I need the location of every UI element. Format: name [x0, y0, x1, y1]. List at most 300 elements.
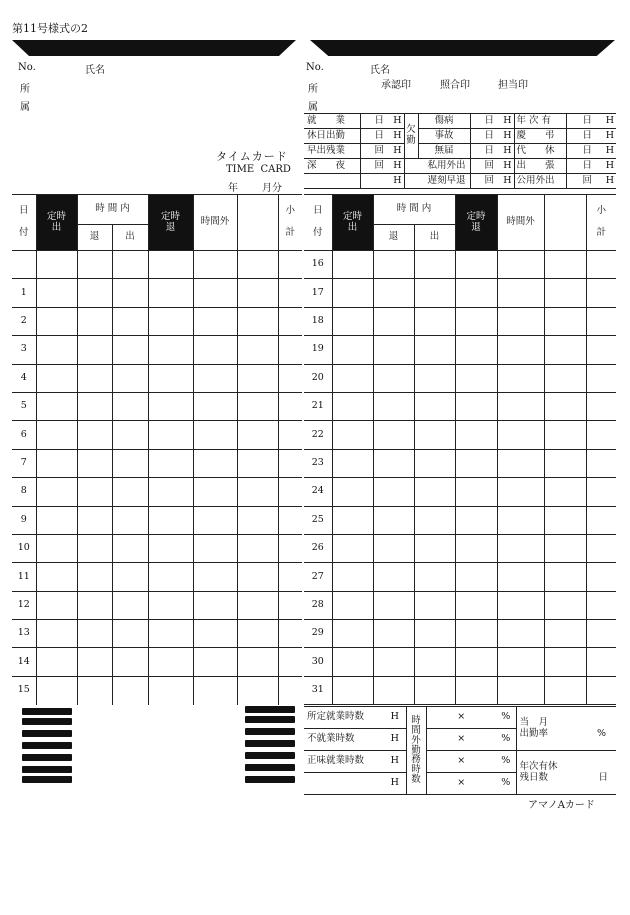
right-dept-label-1: 所 [308, 84, 318, 95]
day-cell: 20 [304, 364, 332, 392]
entry-cell[interactable] [148, 251, 193, 279]
entry-cell[interactable] [193, 392, 237, 420]
entry-cell[interactable] [148, 563, 193, 591]
entry-cell[interactable] [193, 591, 237, 619]
entry-cell[interactable] [332, 279, 373, 307]
right-header-band [310, 40, 615, 56]
table-row [304, 648, 616, 676]
entry-cell[interactable] [455, 449, 497, 477]
entry-cell[interactable] [193, 620, 237, 648]
annual-leave-label: 年次有休 [519, 760, 558, 772]
entry-cell[interactable] [112, 620, 148, 648]
entry-cell[interactable] [544, 563, 586, 591]
day-cell: 24 [304, 478, 332, 506]
day-cell: 8 [12, 478, 36, 506]
entry-cell[interactable] [148, 336, 193, 364]
table-row [304, 591, 616, 619]
entry-cell[interactable] [455, 648, 497, 676]
entry-cell[interactable] [77, 449, 112, 477]
entry-cell[interactable] [77, 251, 112, 279]
entry-cell[interactable] [497, 506, 544, 534]
entry-cell[interactable] [278, 563, 302, 591]
entry-cell[interactable] [193, 421, 237, 449]
table-row [304, 534, 616, 562]
entry-cell[interactable] [544, 506, 586, 534]
entry-cell[interactable] [332, 648, 373, 676]
attendance-rate-pct: % [596, 727, 606, 739]
entry-cell[interactable] [112, 336, 148, 364]
brand-label: アマノAカード [528, 800, 595, 811]
entry-cell[interactable] [193, 506, 237, 534]
entry-cell[interactable] [455, 676, 497, 704]
footer-unit: H [384, 751, 406, 773]
entry-cell[interactable] [497, 279, 544, 307]
day-cell: 7 [12, 449, 36, 477]
entry-cell[interactable] [278, 279, 302, 307]
entry-cell[interactable] [414, 251, 455, 279]
entry-cell[interactable] [77, 591, 112, 619]
entry-cell[interactable] [237, 506, 278, 534]
entry-cell[interactable] [278, 336, 302, 364]
entry-cell[interactable] [237, 620, 278, 648]
entry-cell[interactable] [148, 534, 193, 562]
entry-cell[interactable] [373, 506, 414, 534]
footer-multiplier: × [426, 707, 496, 729]
day-cell: 5 [12, 392, 36, 420]
entry-cell[interactable] [237, 251, 278, 279]
entry-cell[interactable] [455, 364, 497, 392]
entry-cell[interactable] [544, 676, 586, 704]
entry-cell[interactable] [414, 421, 455, 449]
right-time-table [304, 194, 616, 705]
entry-cell[interactable] [148, 392, 193, 420]
summary-unit: H [592, 174, 616, 189]
entry-cell[interactable] [414, 506, 455, 534]
entry-cell[interactable] [112, 279, 148, 307]
entry-cell[interactable] [237, 307, 278, 335]
entry-cell[interactable] [148, 421, 193, 449]
footer-multiplier: × [426, 751, 496, 773]
entry-cell[interactable] [455, 534, 497, 562]
entry-cell[interactable] [237, 563, 278, 591]
table-row [304, 478, 616, 506]
summary-label: 深 夜 [304, 159, 360, 174]
summary-unit: H [592, 114, 616, 129]
entry-cell[interactable] [278, 251, 302, 279]
entry-cell[interactable] [36, 421, 77, 449]
entry-cell[interactable] [193, 563, 237, 591]
entry-cell[interactable] [36, 591, 77, 619]
entry-cell[interactable] [148, 449, 193, 477]
right-dept-label-2: 属 [308, 102, 318, 113]
staff-stamp-label: 担当印 [498, 80, 528, 91]
entry-cell[interactable] [544, 534, 586, 562]
entry-cell[interactable] [193, 449, 237, 477]
footer-percent: % [496, 773, 516, 795]
entry-cell[interactable] [112, 534, 148, 562]
table-row [304, 336, 616, 364]
entry-cell[interactable] [373, 676, 414, 704]
entry-cell[interactable] [112, 364, 148, 392]
summary-label: 無届 [418, 144, 470, 159]
entry-cell[interactable] [237, 421, 278, 449]
entry-cell[interactable] [148, 364, 193, 392]
entry-cell[interactable] [237, 279, 278, 307]
entry-cell[interactable] [278, 534, 302, 562]
entry-cell[interactable] [586, 336, 616, 364]
entry-cell[interactable] [193, 279, 237, 307]
entry-cell[interactable] [414, 336, 455, 364]
entry-cell[interactable] [544, 251, 586, 279]
out-header: 出 [112, 225, 148, 251]
entry-cell[interactable] [193, 307, 237, 335]
entry-cell[interactable] [237, 534, 278, 562]
entry-cell[interactable] [193, 364, 237, 392]
day-cell: 16 [304, 251, 332, 279]
entry-cell[interactable] [497, 392, 544, 420]
entry-cell[interactable] [278, 421, 302, 449]
time-card-title-en: TIME CARD [226, 164, 291, 175]
entry-cell[interactable] [237, 676, 278, 704]
entry-cell[interactable] [497, 676, 544, 704]
blank-header [544, 195, 586, 251]
table-row [304, 676, 616, 704]
subtotal-header: 小 計 [278, 195, 302, 251]
entry-cell[interactable] [36, 251, 77, 279]
entry-cell[interactable] [497, 307, 544, 335]
entry-cell[interactable] [112, 563, 148, 591]
day-cell: 25 [304, 506, 332, 534]
entry-cell[interactable] [544, 478, 586, 506]
entry-cell[interactable] [544, 279, 586, 307]
footer-unit: H [384, 773, 406, 795]
entry-cell[interactable] [77, 648, 112, 676]
entry-cell[interactable] [497, 534, 544, 562]
entry-cell[interactable] [455, 506, 497, 534]
entry-cell[interactable] [586, 279, 616, 307]
entry-cell[interactable] [414, 676, 455, 704]
entry-cell[interactable] [414, 478, 455, 506]
entry-cell[interactable] [193, 478, 237, 506]
day-cell: 2 [12, 307, 36, 335]
entry-cell[interactable] [278, 392, 302, 420]
entry-cell[interactable] [148, 279, 193, 307]
entry-cell[interactable] [497, 251, 544, 279]
right-no-label: No. [306, 62, 324, 73]
left-name-label: 氏名 [85, 65, 105, 76]
entry-cell[interactable] [148, 307, 193, 335]
entry-cell[interactable] [112, 251, 148, 279]
entry-cell[interactable] [586, 478, 616, 506]
entry-cell[interactable] [36, 676, 77, 704]
entry-cell[interactable] [36, 506, 77, 534]
entry-cell[interactable] [414, 364, 455, 392]
entry-cell[interactable] [373, 421, 414, 449]
entry-cell[interactable] [112, 648, 148, 676]
entry-cell[interactable] [332, 478, 373, 506]
entry-cell[interactable] [373, 449, 414, 477]
entry-cell[interactable] [112, 478, 148, 506]
entry-cell[interactable] [332, 591, 373, 619]
summary-unit: 回 [470, 159, 494, 174]
left-header-band [12, 40, 296, 56]
entry-cell[interactable] [373, 648, 414, 676]
entry-cell[interactable] [278, 506, 302, 534]
entry-cell[interactable] [278, 620, 302, 648]
entry-cell[interactable] [77, 620, 112, 648]
overtime-hours-label: 時 間 外 勤 務 時 数 [406, 707, 426, 795]
entry-cell[interactable] [332, 421, 373, 449]
entry-cell[interactable] [278, 676, 302, 704]
entry-cell[interactable] [497, 364, 544, 392]
entry-cell[interactable] [497, 591, 544, 619]
entry-cell[interactable] [148, 620, 193, 648]
entry-cell[interactable] [36, 364, 77, 392]
entry-cell[interactable] [112, 449, 148, 477]
entry-cell[interactable] [497, 449, 544, 477]
entry-cell[interactable] [455, 421, 497, 449]
entry-cell[interactable] [455, 591, 497, 619]
entry-cell[interactable] [237, 364, 278, 392]
entry-cell[interactable] [237, 336, 278, 364]
footer-percent: % [496, 707, 516, 729]
entry-cell[interactable] [455, 251, 497, 279]
entry-cell[interactable] [455, 478, 497, 506]
summary-unit: H [384, 129, 404, 144]
entry-cell[interactable] [77, 676, 112, 704]
entry-cell[interactable] [373, 620, 414, 648]
entry-cell[interactable] [77, 478, 112, 506]
entry-cell[interactable] [373, 251, 414, 279]
entry-cell[interactable] [414, 534, 455, 562]
leave-header: 退 [373, 225, 414, 251]
entry-cell[interactable] [586, 676, 616, 704]
entry-cell[interactable] [586, 648, 616, 676]
entry-cell[interactable] [455, 279, 497, 307]
entry-cell[interactable] [193, 534, 237, 562]
remaining-days-unit: 日 [598, 771, 608, 783]
entry-cell[interactable] [332, 364, 373, 392]
entry-cell[interactable] [586, 506, 616, 534]
entry-cell[interactable] [455, 336, 497, 364]
right-name-label: 氏名 [370, 65, 390, 76]
entry-cell[interactable] [237, 449, 278, 477]
table-row [304, 392, 616, 420]
summary-unit: 回 [360, 159, 384, 174]
entry-cell[interactable] [193, 251, 237, 279]
entry-cell[interactable] [544, 421, 586, 449]
entry-cell[interactable] [148, 591, 193, 619]
entry-cell[interactable] [373, 478, 414, 506]
entry-cell[interactable] [586, 534, 616, 562]
entry-cell[interactable] [278, 307, 302, 335]
entry-cell[interactable] [332, 534, 373, 562]
entry-cell[interactable] [193, 336, 237, 364]
entry-cell[interactable] [414, 591, 455, 619]
entry-cell[interactable] [373, 279, 414, 307]
table-row [12, 478, 302, 506]
entry-cell[interactable] [455, 620, 497, 648]
entry-cell[interactable] [112, 307, 148, 335]
entry-cell[interactable] [77, 563, 112, 591]
entry-cell[interactable] [586, 449, 616, 477]
month-label: 月分 [262, 183, 282, 194]
left-time-table [12, 194, 302, 705]
entry-cell[interactable] [237, 591, 278, 619]
entry-cell[interactable] [148, 506, 193, 534]
table-row [304, 279, 616, 307]
summary-label: 私用外出 [404, 159, 470, 174]
blank-header [237, 195, 278, 251]
entry-cell[interactable] [332, 251, 373, 279]
day-cell: 29 [304, 620, 332, 648]
entry-cell[interactable] [414, 449, 455, 477]
summary-unit: 日 [360, 114, 384, 129]
entry-cell[interactable] [586, 620, 616, 648]
entry-cell[interactable] [36, 534, 77, 562]
entry-cell[interactable] [544, 307, 586, 335]
entry-cell[interactable] [77, 279, 112, 307]
entry-cell[interactable] [373, 336, 414, 364]
entry-cell[interactable] [278, 591, 302, 619]
entry-cell[interactable] [278, 364, 302, 392]
entry-cell[interactable] [414, 563, 455, 591]
entry-cell[interactable] [77, 534, 112, 562]
entry-cell[interactable] [586, 392, 616, 420]
entry-cell[interactable] [586, 307, 616, 335]
entry-cell[interactable] [544, 449, 586, 477]
entry-cell[interactable] [586, 251, 616, 279]
entry-cell[interactable] [193, 676, 237, 704]
entry-cell[interactable] [77, 364, 112, 392]
entry-cell[interactable] [332, 392, 373, 420]
entry-cell[interactable] [455, 392, 497, 420]
summary-unit: H [384, 114, 404, 129]
entry-cell[interactable] [112, 421, 148, 449]
attendance-rate-cell [516, 707, 616, 751]
day-cell: 11 [12, 563, 36, 591]
entry-cell[interactable] [497, 478, 544, 506]
entry-cell[interactable] [77, 506, 112, 534]
entry-cell[interactable] [414, 307, 455, 335]
entry-cell[interactable] [36, 478, 77, 506]
entry-cell[interactable] [77, 392, 112, 420]
entry-cell[interactable] [455, 563, 497, 591]
entry-cell[interactable] [586, 364, 616, 392]
entry-cell[interactable] [278, 449, 302, 477]
entry-cell[interactable] [193, 648, 237, 676]
entry-cell[interactable] [148, 648, 193, 676]
entry-cell[interactable] [373, 534, 414, 562]
entry-cell[interactable] [36, 307, 77, 335]
entry-cell[interactable] [544, 591, 586, 619]
entry-cell[interactable] [373, 364, 414, 392]
summary-label: 傷病 [418, 114, 470, 129]
table-row [12, 676, 302, 704]
entry-cell[interactable] [77, 336, 112, 364]
entry-cell[interactable] [544, 620, 586, 648]
entry-cell[interactable] [36, 279, 77, 307]
entry-cell[interactable] [112, 676, 148, 704]
entry-cell[interactable] [586, 421, 616, 449]
entry-cell[interactable] [278, 478, 302, 506]
footer-label: 正味就業時数 [304, 751, 384, 773]
entry-cell[interactable] [148, 478, 193, 506]
summary-unit: 回 [470, 174, 494, 189]
summary-unit: 日 [566, 129, 592, 144]
entry-cell[interactable] [278, 648, 302, 676]
entry-cell[interactable] [544, 648, 586, 676]
entry-cell[interactable] [373, 563, 414, 591]
summary-unit: H [384, 174, 404, 189]
entry-cell[interactable] [332, 620, 373, 648]
entry-cell[interactable] [414, 279, 455, 307]
entry-cell[interactable] [148, 676, 193, 704]
entry-cell[interactable] [544, 364, 586, 392]
day-cell: 9 [12, 506, 36, 534]
entry-cell[interactable] [586, 591, 616, 619]
entry-cell[interactable] [237, 648, 278, 676]
entry-cell[interactable] [497, 620, 544, 648]
entry-cell[interactable] [237, 478, 278, 506]
entry-cell[interactable] [77, 307, 112, 335]
entry-cell[interactable] [373, 591, 414, 619]
entry-cell[interactable] [332, 676, 373, 704]
entry-cell[interactable] [497, 336, 544, 364]
entry-cell[interactable] [414, 392, 455, 420]
entry-cell[interactable] [77, 421, 112, 449]
entry-cell[interactable] [112, 392, 148, 420]
entry-cell[interactable] [36, 620, 77, 648]
entry-cell[interactable] [497, 421, 544, 449]
entry-cell[interactable] [373, 307, 414, 335]
summary-label: 遅刻早退 [404, 174, 470, 189]
entry-cell[interactable] [237, 392, 278, 420]
entry-cell[interactable] [544, 392, 586, 420]
entry-cell[interactable] [36, 336, 77, 364]
summary-unit: 回 [566, 174, 592, 189]
time-card-title-jp: タイムカード [216, 150, 288, 163]
summary-unit: H [592, 129, 616, 144]
entry-cell[interactable] [455, 307, 497, 335]
table-row [12, 534, 302, 562]
entry-cell[interactable] [36, 563, 77, 591]
entry-cell[interactable] [36, 392, 77, 420]
entry-cell[interactable] [332, 307, 373, 335]
entry-cell[interactable] [36, 449, 77, 477]
entry-cell[interactable] [36, 648, 77, 676]
summary-label: 就 業 [304, 114, 360, 129]
entry-cell[interactable] [586, 563, 616, 591]
table-row [12, 449, 302, 477]
day-cell [12, 251, 36, 279]
entry-cell[interactable] [544, 336, 586, 364]
footer-percent: % [496, 729, 516, 751]
entry-cell[interactable] [112, 506, 148, 534]
summary-unit: 回 [360, 144, 384, 159]
entry-cell[interactable] [373, 392, 414, 420]
entry-cell[interactable] [414, 648, 455, 676]
entry-cell[interactable] [112, 591, 148, 619]
entry-cell[interactable] [332, 449, 373, 477]
entry-cell[interactable] [497, 563, 544, 591]
entry-cell[interactable] [332, 336, 373, 364]
entry-cell[interactable] [332, 563, 373, 591]
footer-percent: % [496, 751, 516, 773]
entry-cell[interactable] [414, 620, 455, 648]
entry-cell[interactable] [497, 648, 544, 676]
entry-cell[interactable] [332, 506, 373, 534]
